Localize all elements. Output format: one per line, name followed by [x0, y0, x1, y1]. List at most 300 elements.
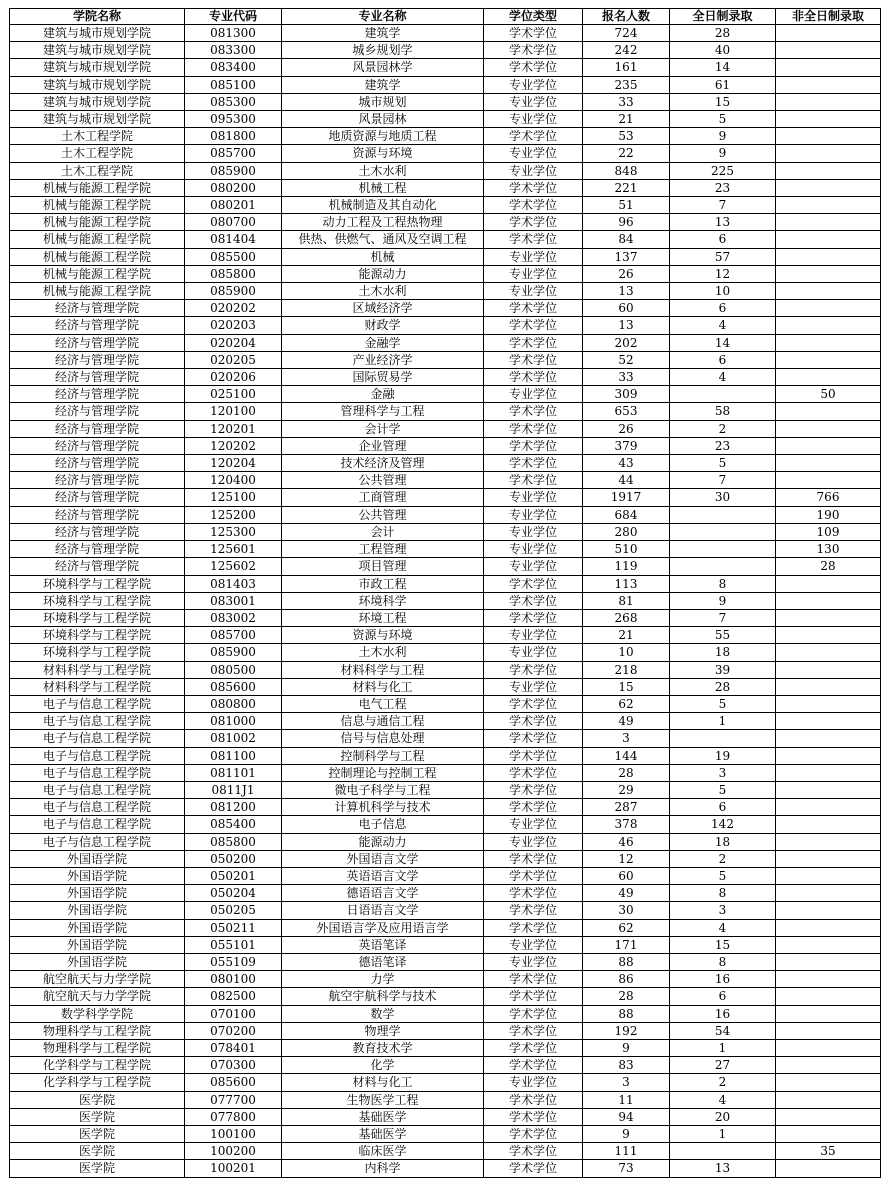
cell-fulltime-admitted: 61 [670, 76, 776, 93]
cell-major-name: 机械工程 [282, 179, 484, 196]
cell-major-name: 土木水利 [282, 283, 484, 300]
cell-applicants: 235 [583, 76, 670, 93]
cell-college: 电子与信息工程学院 [10, 799, 185, 816]
cell-major-name: 环境工程 [282, 609, 484, 626]
cell-applicants: 26 [583, 420, 670, 437]
cell-major-name: 控制科学与工程 [282, 747, 484, 764]
cell-degree-type: 学术学位 [484, 369, 583, 386]
cell-major-code: 120204 [185, 455, 282, 472]
cell-college: 土木工程学院 [10, 162, 185, 179]
cell-degree-type: 学术学位 [484, 799, 583, 816]
cell-college: 机械与能源工程学院 [10, 197, 185, 214]
cell-applicants: 3 [583, 730, 670, 747]
cell-major-code: 020205 [185, 351, 282, 368]
cell-degree-type: 专业学位 [484, 76, 583, 93]
cell-major-name: 企业管理 [282, 437, 484, 454]
cell-applicants: 33 [583, 369, 670, 386]
cell-parttime-admitted [776, 1057, 881, 1074]
cell-parttime-admitted [776, 369, 881, 386]
cell-parttime-admitted [776, 902, 881, 919]
cell-applicants: 378 [583, 816, 670, 833]
table-row [10, 988, 881, 1005]
cell-fulltime-admitted: 7 [670, 472, 776, 489]
cell-major-code: 070100 [185, 1005, 282, 1022]
cell-degree-type: 专业学位 [484, 558, 583, 575]
cell-applicants: 3 [583, 1074, 670, 1091]
table-row [10, 111, 881, 128]
cell-applicants: 49 [583, 713, 670, 730]
cell-fulltime-admitted: 4 [670, 919, 776, 936]
table-row [10, 661, 881, 678]
cell-degree-type: 专业学位 [484, 93, 583, 110]
cell-major-code: 025100 [185, 386, 282, 403]
table-row [10, 455, 881, 472]
cell-degree-type: 专业学位 [484, 506, 583, 523]
cell-parttime-admitted [776, 128, 881, 145]
cell-major-code: 125602 [185, 558, 282, 575]
cell-fulltime-admitted: 1 [670, 1039, 776, 1056]
table-row [10, 850, 881, 867]
cell-degree-type: 专业学位 [484, 833, 583, 850]
table-row [10, 1091, 881, 1108]
cell-applicants: 33 [583, 93, 670, 110]
cell-applicants: 218 [583, 661, 670, 678]
cell-fulltime-admitted: 15 [670, 936, 776, 953]
cell-major-name: 能源动力 [282, 833, 484, 850]
cell-applicants: 9 [583, 1039, 670, 1056]
header-major-code: 专业代码 [185, 9, 282, 25]
cell-major-code: 100201 [185, 1160, 282, 1177]
cell-parttime-admitted [776, 678, 881, 695]
cell-major-name: 产业经济学 [282, 351, 484, 368]
cell-college: 经济与管理学院 [10, 317, 185, 334]
cell-fulltime-admitted [670, 558, 776, 575]
cell-applicants: 28 [583, 764, 670, 781]
cell-fulltime-admitted [670, 1143, 776, 1160]
cell-applicants: 171 [583, 936, 670, 953]
header-parttime-admitted: 非全日制录取 [776, 9, 881, 25]
cell-degree-type: 学术学位 [484, 1160, 583, 1177]
cell-parttime-admitted [776, 781, 881, 798]
cell-parttime-admitted [776, 179, 881, 196]
cell-college: 航空航天与力学学院 [10, 988, 185, 1005]
cell-degree-type: 专业学位 [484, 953, 583, 970]
cell-major-code: 020204 [185, 334, 282, 351]
cell-degree-type: 学术学位 [484, 902, 583, 919]
table-row [10, 575, 881, 592]
cell-college: 建筑与城市规划学院 [10, 93, 185, 110]
cell-degree-type: 学术学位 [484, 128, 583, 145]
cell-degree-type: 专业学位 [484, 145, 583, 162]
cell-major-name: 德语笔译 [282, 953, 484, 970]
cell-major-code: 100200 [185, 1143, 282, 1160]
cell-college: 经济与管理学院 [10, 455, 185, 472]
cell-major-code: 070300 [185, 1057, 282, 1074]
cell-parttime-admitted [776, 885, 881, 902]
table-row [10, 902, 881, 919]
cell-college: 化学科学与工程学院 [10, 1057, 185, 1074]
cell-major-code: 125601 [185, 541, 282, 558]
cell-applicants: 848 [583, 162, 670, 179]
cell-parttime-admitted [776, 1074, 881, 1091]
cell-applicants: 15 [583, 678, 670, 695]
cell-major-code: 085700 [185, 145, 282, 162]
table-row [10, 781, 881, 798]
cell-degree-type: 学术学位 [484, 300, 583, 317]
cell-fulltime-admitted: 2 [670, 850, 776, 867]
cell-major-name: 英语语言文学 [282, 867, 484, 884]
table-row [10, 197, 881, 214]
cell-parttime-admitted [776, 472, 881, 489]
table-row [10, 403, 881, 420]
cell-fulltime-admitted: 19 [670, 747, 776, 764]
cell-college: 机械与能源工程学院 [10, 248, 185, 265]
table-row [10, 747, 881, 764]
cell-parttime-admitted [776, 1160, 881, 1177]
cell-college: 医学院 [10, 1091, 185, 1108]
cell-college: 土木工程学院 [10, 128, 185, 145]
cell-major-name: 材料科学与工程 [282, 661, 484, 678]
cell-major-name: 电子信息 [282, 816, 484, 833]
table-row [10, 265, 881, 282]
table-row [10, 283, 881, 300]
cell-college: 环境科学与工程学院 [10, 627, 185, 644]
cell-major-code: 083001 [185, 592, 282, 609]
table-row [10, 351, 881, 368]
cell-degree-type: 学术学位 [484, 885, 583, 902]
table-row [10, 936, 881, 953]
cell-applicants: 221 [583, 179, 670, 196]
cell-applicants: 280 [583, 523, 670, 540]
cell-degree-type: 学术学位 [484, 1022, 583, 1039]
cell-college: 医学院 [10, 1160, 185, 1177]
table-row [10, 42, 881, 59]
cell-fulltime-admitted: 13 [670, 1160, 776, 1177]
cell-college: 建筑与城市规划学院 [10, 42, 185, 59]
cell-parttime-admitted: 190 [776, 506, 881, 523]
cell-parttime-admitted [776, 1108, 881, 1125]
cell-parttime-admitted [776, 1091, 881, 1108]
cell-applicants: 137 [583, 248, 670, 265]
cell-college: 经济与管理学院 [10, 403, 185, 420]
cell-major-name: 金融 [282, 386, 484, 403]
table-row [10, 506, 881, 523]
table-row [10, 145, 881, 162]
cell-applicants: 10 [583, 644, 670, 661]
cell-major-name: 金融学 [282, 334, 484, 351]
cell-major-code: 050200 [185, 850, 282, 867]
cell-fulltime-admitted: 5 [670, 455, 776, 472]
cell-major-name: 信息与通信工程 [282, 713, 484, 730]
cell-applicants: 30 [583, 902, 670, 919]
cell-degree-type: 学术学位 [484, 850, 583, 867]
table-row [10, 472, 881, 489]
cell-major-name: 地质资源与地质工程 [282, 128, 484, 145]
cell-applicants: 9 [583, 1126, 670, 1143]
table-row [10, 1039, 881, 1056]
cell-degree-type: 专业学位 [484, 386, 583, 403]
cell-degree-type: 专业学位 [484, 541, 583, 558]
cell-college: 环境科学与工程学院 [10, 592, 185, 609]
cell-major-code: 083400 [185, 59, 282, 76]
cell-parttime-admitted [776, 695, 881, 712]
cell-fulltime-admitted: 8 [670, 885, 776, 902]
cell-applicants: 287 [583, 799, 670, 816]
cell-parttime-admitted [776, 145, 881, 162]
cell-fulltime-admitted: 40 [670, 42, 776, 59]
cell-degree-type: 学术学位 [484, 231, 583, 248]
cell-major-code: 081800 [185, 128, 282, 145]
cell-applicants: 1917 [583, 489, 670, 506]
cell-major-name: 材料与化工 [282, 678, 484, 695]
cell-major-code: 083002 [185, 609, 282, 626]
table-row [10, 764, 881, 781]
cell-major-code: 055101 [185, 936, 282, 953]
cell-parttime-admitted [776, 799, 881, 816]
cell-college: 电子与信息工程学院 [10, 713, 185, 730]
table-row [10, 713, 881, 730]
cell-major-code: 080700 [185, 214, 282, 231]
cell-parttime-admitted [776, 300, 881, 317]
cell-major-name: 计算机科学与技术 [282, 799, 484, 816]
cell-degree-type: 学术学位 [484, 713, 583, 730]
cell-degree-type: 学术学位 [484, 695, 583, 712]
cell-parttime-admitted [776, 403, 881, 420]
cell-college: 经济与管理学院 [10, 300, 185, 317]
cell-degree-type: 学术学位 [484, 747, 583, 764]
cell-applicants: 653 [583, 403, 670, 420]
cell-applicants: 309 [583, 386, 670, 403]
cell-degree-type: 专业学位 [484, 678, 583, 695]
table-row [10, 627, 881, 644]
cell-applicants: 29 [583, 781, 670, 798]
header-college: 学院名称 [10, 9, 185, 25]
cell-major-code: 085500 [185, 248, 282, 265]
table-row [10, 369, 881, 386]
admission-table [9, 8, 881, 1178]
cell-major-name: 微电子科学与工程 [282, 781, 484, 798]
cell-major-code: 125300 [185, 523, 282, 540]
cell-major-code: 050205 [185, 902, 282, 919]
cell-degree-type: 学术学位 [484, 971, 583, 988]
cell-major-code: 120201 [185, 420, 282, 437]
cell-major-code: 077700 [185, 1091, 282, 1108]
cell-parttime-admitted [776, 197, 881, 214]
cell-college: 机械与能源工程学院 [10, 214, 185, 231]
header-row [10, 9, 881, 25]
table-row [10, 523, 881, 540]
cell-college: 经济与管理学院 [10, 558, 185, 575]
cell-applicants: 161 [583, 59, 670, 76]
cell-fulltime-admitted: 14 [670, 59, 776, 76]
cell-fulltime-admitted: 30 [670, 489, 776, 506]
cell-parttime-admitted [776, 111, 881, 128]
cell-applicants: 13 [583, 317, 670, 334]
cell-parttime-admitted [776, 59, 881, 76]
cell-degree-type: 学术学位 [484, 781, 583, 798]
table-row [10, 1143, 881, 1160]
cell-major-name: 会计学 [282, 420, 484, 437]
table-row [10, 558, 881, 575]
cell-parttime-admitted [776, 248, 881, 265]
table-row [10, 386, 881, 403]
cell-college: 建筑与城市规划学院 [10, 59, 185, 76]
cell-degree-type: 学术学位 [484, 575, 583, 592]
cell-fulltime-admitted: 23 [670, 179, 776, 196]
cell-fulltime-admitted: 54 [670, 1022, 776, 1039]
cell-major-code: 081403 [185, 575, 282, 592]
cell-college: 经济与管理学院 [10, 369, 185, 386]
cell-major-name: 公共管理 [282, 506, 484, 523]
cell-degree-type: 学术学位 [484, 197, 583, 214]
cell-college: 机械与能源工程学院 [10, 283, 185, 300]
cell-applicants: 242 [583, 42, 670, 59]
table-row [10, 833, 881, 850]
cell-fulltime-admitted: 27 [670, 1057, 776, 1074]
cell-parttime-admitted: 50 [776, 386, 881, 403]
cell-fulltime-admitted: 1 [670, 1126, 776, 1143]
cell-major-code: 020202 [185, 300, 282, 317]
cell-major-name: 工商管理 [282, 489, 484, 506]
cell-major-name: 建筑学 [282, 25, 484, 42]
cell-fulltime-admitted: 39 [670, 661, 776, 678]
cell-applicants: 62 [583, 919, 670, 936]
table-row [10, 1126, 881, 1143]
cell-applicants: 113 [583, 575, 670, 592]
cell-fulltime-admitted: 7 [670, 609, 776, 626]
cell-fulltime-admitted: 5 [670, 781, 776, 798]
cell-fulltime-admitted: 6 [670, 231, 776, 248]
cell-major-code: 085800 [185, 833, 282, 850]
cell-applicants: 111 [583, 1143, 670, 1160]
cell-major-code: 080100 [185, 971, 282, 988]
cell-major-code: 081002 [185, 730, 282, 747]
table-row [10, 953, 881, 970]
cell-major-name: 会计 [282, 523, 484, 540]
cell-parttime-admitted: 28 [776, 558, 881, 575]
table-row [10, 885, 881, 902]
cell-major-code: 080800 [185, 695, 282, 712]
cell-college: 建筑与城市规划学院 [10, 76, 185, 93]
cell-parttime-admitted [776, 76, 881, 93]
cell-applicants: 43 [583, 455, 670, 472]
table-row [10, 437, 881, 454]
cell-parttime-admitted: 109 [776, 523, 881, 540]
cell-fulltime-admitted: 23 [670, 437, 776, 454]
cell-degree-type: 学术学位 [484, 334, 583, 351]
cell-college: 医学院 [10, 1126, 185, 1143]
cell-degree-type: 学术学位 [484, 472, 583, 489]
cell-degree-type: 专业学位 [484, 936, 583, 953]
cell-major-name: 控制理论与控制工程 [282, 764, 484, 781]
table-row [10, 1160, 881, 1177]
cell-fulltime-admitted: 28 [670, 678, 776, 695]
cell-major-code: 085700 [185, 627, 282, 644]
cell-major-code: 080500 [185, 661, 282, 678]
cell-fulltime-admitted: 16 [670, 971, 776, 988]
cell-college: 经济与管理学院 [10, 523, 185, 540]
cell-degree-type: 学术学位 [484, 25, 583, 42]
cell-major-name: 城乡规划学 [282, 42, 484, 59]
cell-applicants: 44 [583, 472, 670, 489]
cell-fulltime-admitted: 20 [670, 1108, 776, 1125]
cell-major-name: 力学 [282, 971, 484, 988]
cell-applicants: 51 [583, 197, 670, 214]
cell-degree-type: 学术学位 [484, 455, 583, 472]
table-row [10, 799, 881, 816]
table-row [10, 1108, 881, 1125]
cell-parttime-admitted [776, 334, 881, 351]
cell-degree-type: 学术学位 [484, 609, 583, 626]
cell-applicants: 60 [583, 300, 670, 317]
cell-major-code: 080200 [185, 179, 282, 196]
cell-college: 经济与管理学院 [10, 506, 185, 523]
cell-applicants: 268 [583, 609, 670, 626]
cell-college: 经济与管理学院 [10, 351, 185, 368]
cell-degree-type: 学术学位 [484, 730, 583, 747]
cell-applicants: 53 [583, 128, 670, 145]
cell-fulltime-admitted: 1 [670, 713, 776, 730]
cell-fulltime-admitted: 5 [670, 867, 776, 884]
cell-fulltime-admitted: 6 [670, 351, 776, 368]
cell-applicants: 13 [583, 283, 670, 300]
cell-major-name: 数学 [282, 1005, 484, 1022]
cell-college: 外国语学院 [10, 867, 185, 884]
cell-parttime-admitted: 35 [776, 1143, 881, 1160]
cell-major-code: 085900 [185, 283, 282, 300]
cell-major-name: 德语语言文学 [282, 885, 484, 902]
cell-applicants: 81 [583, 592, 670, 609]
cell-major-code: 080201 [185, 197, 282, 214]
cell-degree-type: 专业学位 [484, 283, 583, 300]
table-row [10, 678, 881, 695]
cell-major-name: 内科学 [282, 1160, 484, 1177]
cell-college: 建筑与城市规划学院 [10, 25, 185, 42]
cell-major-code: 050204 [185, 885, 282, 902]
header-degree-type: 学位类型 [484, 9, 583, 25]
cell-major-code: 055109 [185, 953, 282, 970]
cell-major-code: 081300 [185, 25, 282, 42]
cell-major-name: 技术经济及管理 [282, 455, 484, 472]
table-row [10, 128, 881, 145]
cell-major-name: 土木水利 [282, 644, 484, 661]
header-applicants: 报名人数 [583, 9, 670, 25]
cell-parttime-admitted [776, 953, 881, 970]
cell-degree-type: 学术学位 [484, 1108, 583, 1125]
cell-degree-type: 专业学位 [484, 265, 583, 282]
cell-fulltime-admitted [670, 541, 776, 558]
cell-major-code: 082500 [185, 988, 282, 1005]
cell-fulltime-admitted: 9 [670, 592, 776, 609]
cell-major-name: 土木水利 [282, 162, 484, 179]
cell-degree-type: 专业学位 [484, 248, 583, 265]
cell-fulltime-admitted: 4 [670, 317, 776, 334]
cell-major-name: 机械制造及其自动化 [282, 197, 484, 214]
cell-applicants: 60 [583, 867, 670, 884]
cell-parttime-admitted [776, 42, 881, 59]
cell-college: 医学院 [10, 1143, 185, 1160]
cell-applicants: 83 [583, 1057, 670, 1074]
table-row [10, 420, 881, 437]
cell-major-name: 供热、供燃气、通风及空调工程 [282, 231, 484, 248]
cell-major-name: 环境科学 [282, 592, 484, 609]
cell-major-code: 081000 [185, 713, 282, 730]
cell-major-name: 能源动力 [282, 265, 484, 282]
cell-fulltime-admitted: 12 [670, 265, 776, 282]
table-row [10, 179, 881, 196]
cell-degree-type: 专业学位 [484, 816, 583, 833]
cell-parttime-admitted [776, 575, 881, 592]
